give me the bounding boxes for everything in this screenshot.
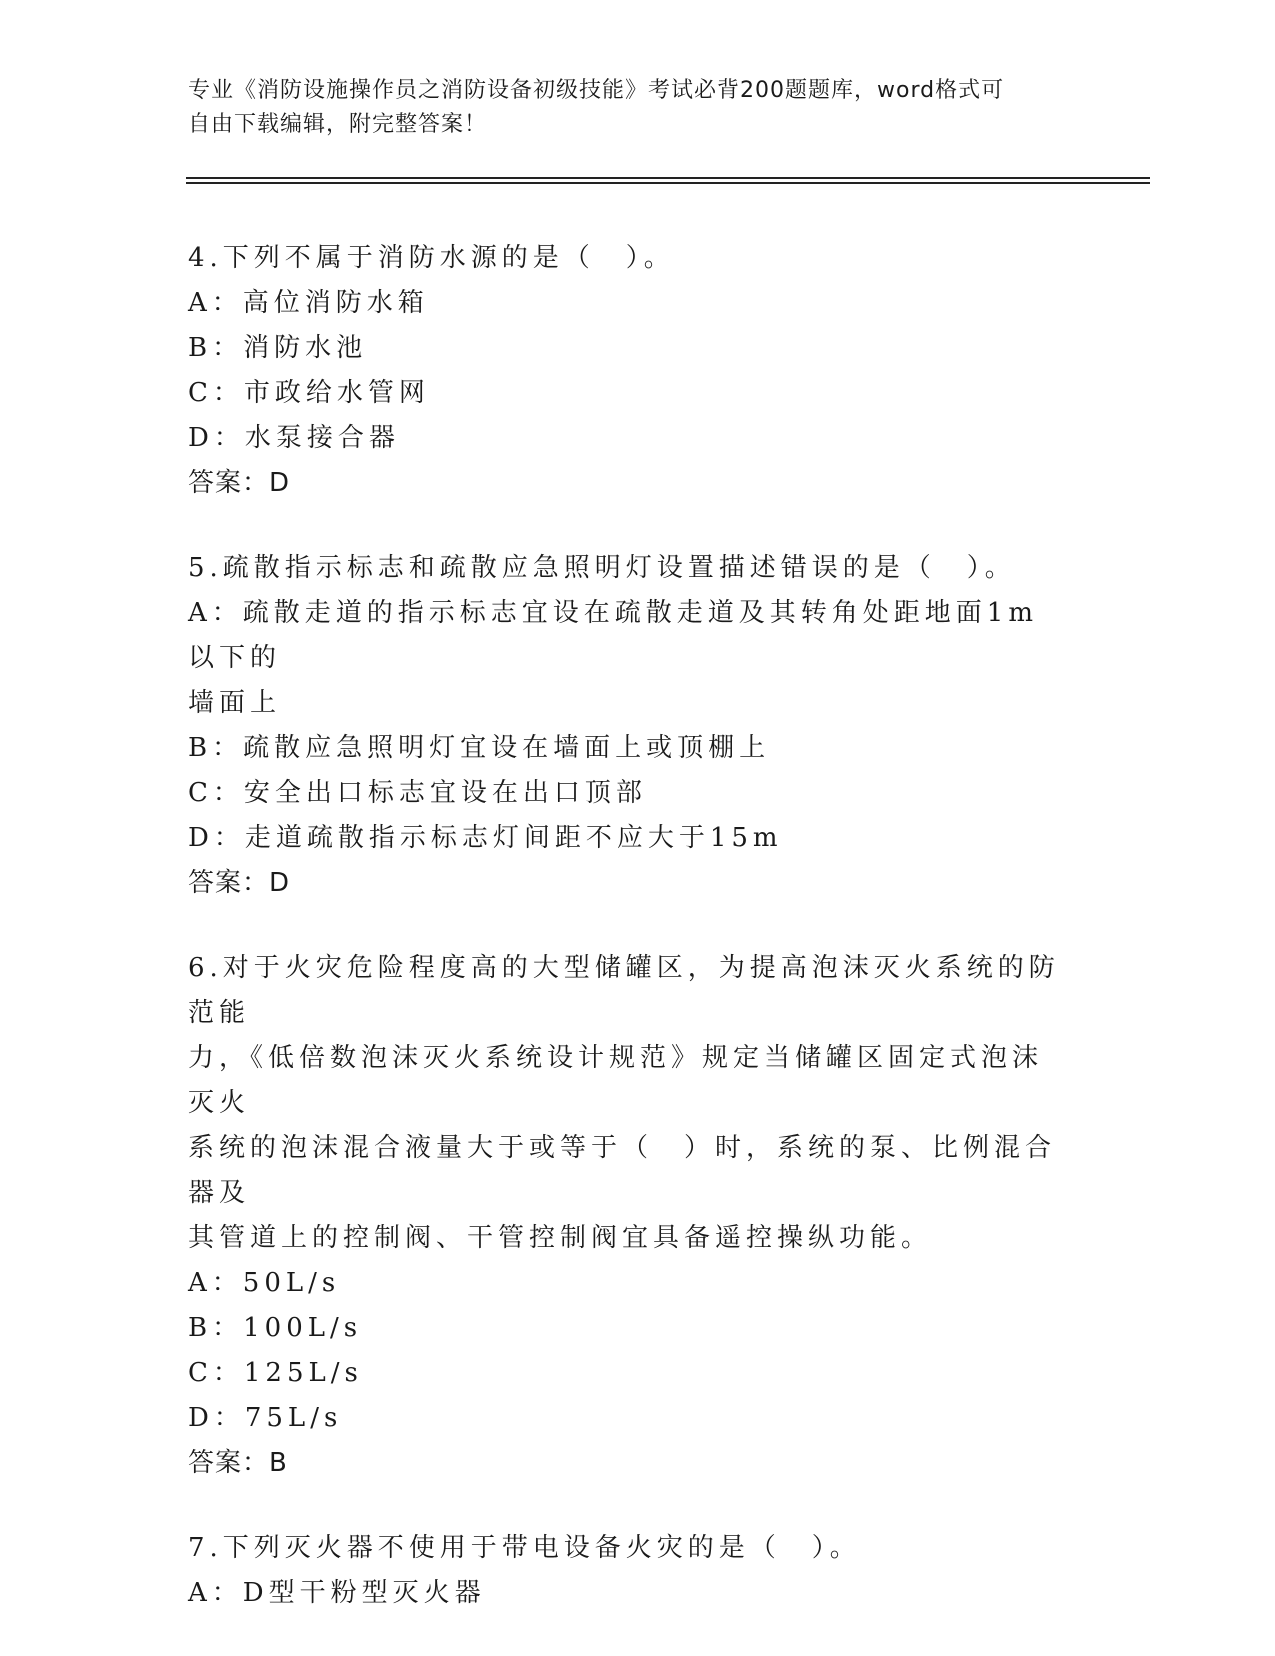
header-line-1: 专业《消防设施操作员之消防设备初级技能》考试必背200题题库，word格式可 xyxy=(188,78,1005,103)
option-c: C：安全出口标志宜设在出口顶部 xyxy=(188,778,647,808)
question-stem: 4.下列不属于消防水源的是（ ）。 xyxy=(188,243,675,273)
question-list xyxy=(188,236,1068,1656)
answer: 答案：D xyxy=(188,468,291,498)
header-divider-bottom xyxy=(186,182,1150,184)
option-c: C：市政给水管网 xyxy=(188,378,430,408)
answer: 答案：B xyxy=(188,1448,288,1478)
answer: 答案：D xyxy=(188,868,291,898)
question-6 xyxy=(188,946,1068,1486)
question-stem: 6.对于火灾危险程度高的大型储罐区，为提高泡沫灭火系统的防范能 xyxy=(188,953,1060,1028)
question-stem-continued: 系统的泡沫混合液量大于或等于（ ）时，系统的泵、比例混合器及 xyxy=(188,1133,1057,1208)
question-4 xyxy=(188,236,1068,506)
option-a: A：高位消防水箱 xyxy=(188,288,429,318)
header-divider-top xyxy=(186,177,1150,179)
option-a-continued: 墙面上 xyxy=(188,688,282,718)
document-header xyxy=(188,74,1068,142)
question-stem: 7.下列灭火器不使用于带电设备火灾的是（ ）。 xyxy=(188,1533,861,1563)
question-7 xyxy=(188,1526,1068,1616)
option-a: A：50L/s xyxy=(188,1268,341,1298)
question-stem-continued: 其管道上的控制阀、干管控制阀宜具备遥控操纵功能。 xyxy=(188,1223,933,1253)
question-5 xyxy=(188,546,1068,906)
question-stem: 5.疏散指示标志和疏散应急照明灯设置描述错误的是（ ）。 xyxy=(188,553,1016,583)
option-d: D：75L/s xyxy=(188,1403,343,1433)
option-c: C：125L/s xyxy=(188,1358,363,1388)
option-a: A：D型干粉型灭火器 xyxy=(188,1578,486,1608)
option-a: A：疏散走道的指示标志宜设在疏散走道及其转角处距地面1m以下的 xyxy=(188,598,1038,673)
header-line-2: 自由下载编辑，附完整答案！ xyxy=(188,112,488,137)
option-d: D：走道疏散指示标志灯间距不应大于15m xyxy=(188,823,783,853)
question-stem-continued: 力，《低倍数泡沫灭火系统设计规范》规定当储罐区固定式泡沫灭火 xyxy=(188,1043,1044,1118)
option-d: D：水泵接合器 xyxy=(188,423,400,453)
option-b: B：100L/s xyxy=(188,1313,363,1343)
option-b: B：消防水池 xyxy=(188,333,368,363)
option-b: B：疏散应急照明灯宜设在墙面上或顶棚上 xyxy=(188,733,771,763)
